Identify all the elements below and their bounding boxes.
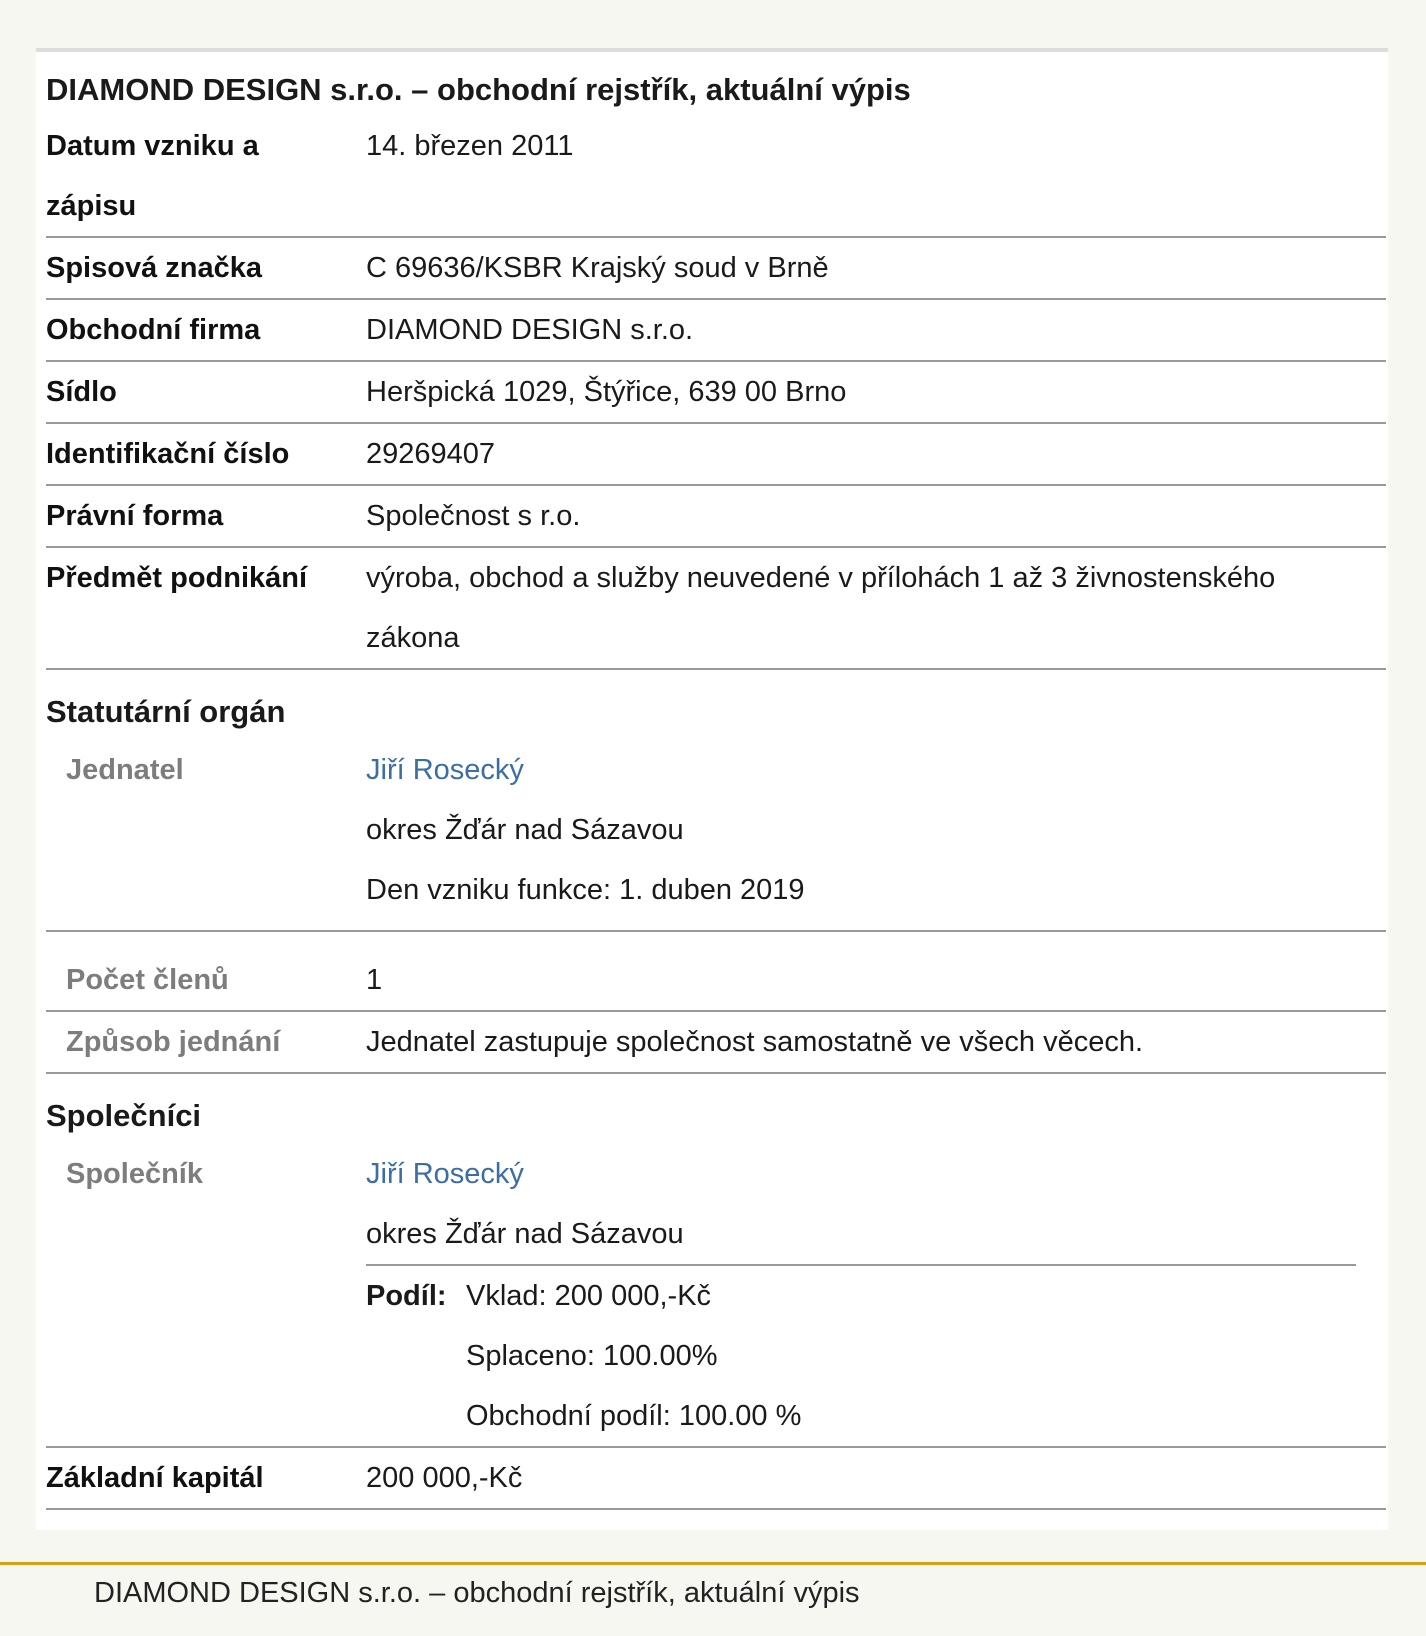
- value-registered-capital: 200 000,-Kč: [366, 1462, 523, 1494]
- row-company-name: [46, 300, 1386, 362]
- label-partner: Společník: [66, 1158, 203, 1190]
- label-establishment-date: Datum vzniku a zápisu: [46, 130, 259, 222]
- value-company-name: DIAMOND DESIGN s.r.o.: [366, 314, 694, 346]
- row-registered-capital: [46, 1448, 1386, 1510]
- share-values: [466, 1266, 1356, 1446]
- page-footer: [0, 1562, 1426, 1636]
- label-id-number: Identifikační číslo: [46, 438, 290, 470]
- row-business-activity: [46, 548, 1386, 670]
- label-company-name: Obchodní firma: [46, 314, 261, 346]
- label-conduct: Způsob jednání: [66, 1026, 281, 1058]
- value-establishment-date: 14. březen 2011: [366, 130, 574, 162]
- row-legal-form: [46, 486, 1386, 548]
- label-legal-form: Právní forma: [46, 500, 224, 532]
- row-id-number: [46, 424, 1386, 486]
- page-title: DIAMOND DESIGN s.r.o. – obchodní rejstřík, aktuální výpis: [46, 72, 911, 107]
- value-file-number: C 69636/KSBR Krajský soud v Brně: [366, 252, 829, 284]
- partner-share-row: [366, 1266, 1356, 1446]
- share-deposit: Vklad: 200 000,-Kč: [466, 1280, 712, 1312]
- value-business-activity: výroba, obchod a služby neuvedené v přílohách 1 až 3 živnostenského zákona: [366, 562, 1276, 654]
- share-label: Podíl:: [366, 1280, 447, 1312]
- partner-share-block: [366, 1264, 1356, 1446]
- value-legal-form: Společnost s r.o.: [366, 500, 581, 532]
- partner-district: okres Žďár nad Sázavou: [366, 1218, 684, 1250]
- section-heading-statutory: Statutární orgán: [46, 694, 286, 729]
- value-member-count: 1: [366, 964, 383, 996]
- share-paid: Splaceno: 100.00%: [466, 1340, 718, 1372]
- executive-details: [366, 740, 1386, 920]
- row-partner: [46, 1144, 1386, 1448]
- row-conduct: [46, 1012, 1386, 1074]
- row-member-count: [46, 950, 1386, 1012]
- row-executive: [46, 740, 1386, 932]
- label-business-activity: Předmět podnikání: [46, 562, 308, 594]
- label-executive: Jednatel: [66, 754, 184, 786]
- partner-name-link[interactable]: Jiří Rosecký: [366, 1158, 524, 1190]
- label-registered-capital: Základní kapitál: [46, 1462, 264, 1494]
- partner-details: [366, 1144, 1386, 1446]
- row-file-number: [46, 238, 1386, 300]
- executive-name-link[interactable]: Jiří Rosecký: [366, 754, 524, 786]
- section-heading-partners: Společníci: [46, 1098, 202, 1133]
- value-conduct: Jednatel zastupuje společnost samostatně ve všech věcech.: [366, 1026, 1144, 1058]
- value-seat: Heršpická 1029, Štýřice, 639 00 Brno: [366, 376, 847, 408]
- footer-title: DIAMOND DESIGN s.r.o. – obchodní rejstřík, aktuální výpis: [94, 1577, 860, 1609]
- label-file-number: Spisová značka: [46, 252, 262, 284]
- row-establishment-date: [46, 116, 1386, 238]
- executive-function-start: Den vzniku funkce: 1. duben 2019: [366, 874, 805, 906]
- register-extract-card: [36, 48, 1388, 1530]
- label-member-count: Počet členů: [66, 964, 229, 996]
- label-seat: Sídlo: [46, 376, 117, 408]
- value-id-number: 29269407: [366, 438, 496, 470]
- executive-district: okres Žďár nad Sázavou: [366, 814, 684, 846]
- spacer: [46, 932, 1386, 950]
- share-business-share: Obchodní podíl: 100.00 %: [466, 1400, 802, 1432]
- register-extract-content: [46, 52, 1386, 1510]
- row-seat: [46, 362, 1386, 424]
